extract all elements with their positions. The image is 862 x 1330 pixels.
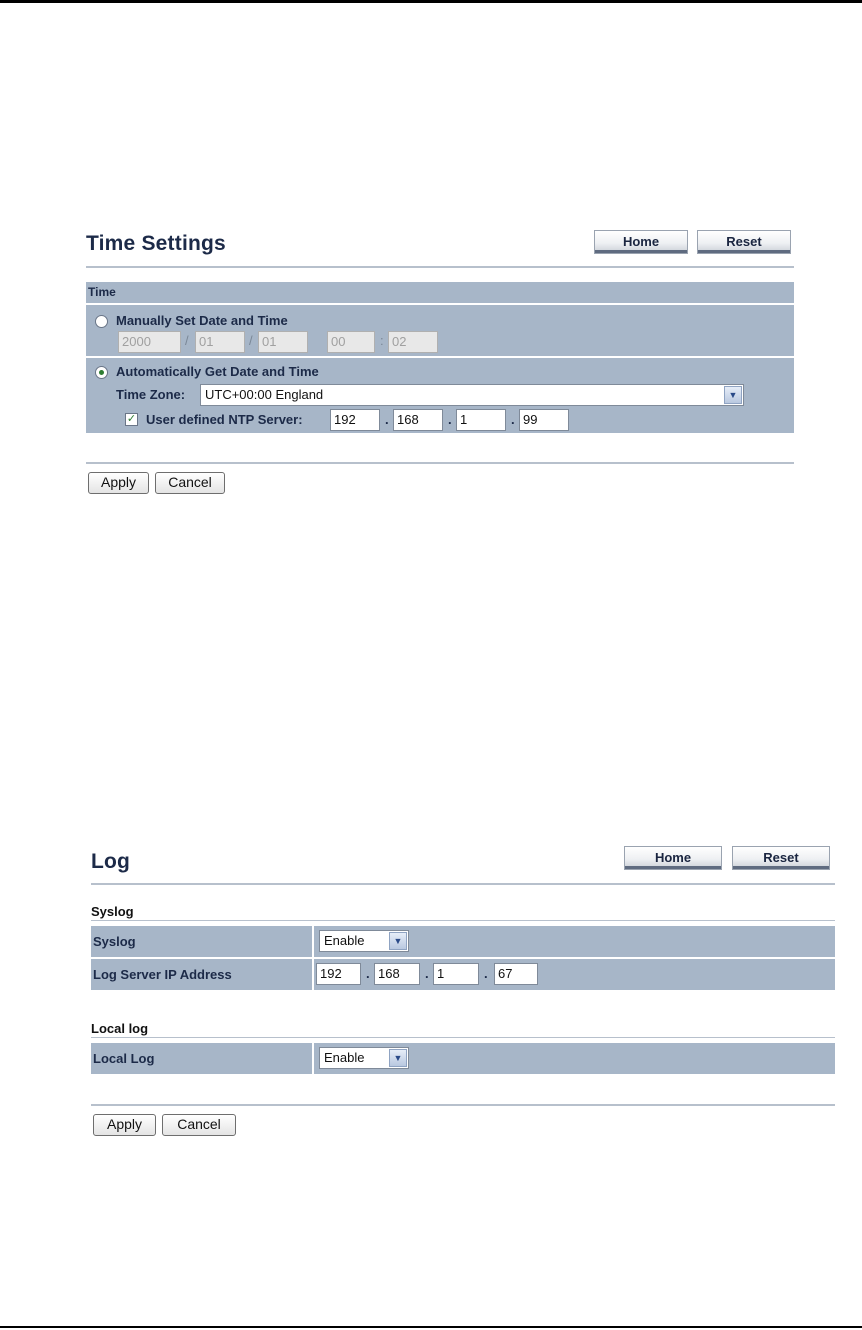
log-server-octet-1-input[interactable]: 192 <box>316 963 361 985</box>
auto-time-radio-icon[interactable] <box>95 366 108 379</box>
month-input[interactable]: 01 <box>195 331 245 353</box>
home-button[interactable]: Home <box>594 230 688 254</box>
apply-button[interactable]: Apply <box>88 472 149 494</box>
column-divider <box>312 959 314 990</box>
ntp-checkbox-icon[interactable]: ✓ <box>126 413 137 425</box>
apply-button[interactable]: Apply <box>93 1114 156 1136</box>
ntp-octet-2-input[interactable]: 168 <box>393 409 443 431</box>
date-separator: / <box>185 333 189 348</box>
home-button[interactable]: Home <box>624 846 722 870</box>
section-divider <box>91 1037 835 1038</box>
ntp-octet-1-input[interactable]: 192 <box>330 409 380 431</box>
log-server-octet-2-input[interactable]: 168 <box>374 963 420 985</box>
ntp-octet-3-input[interactable]: 1 <box>456 409 506 431</box>
ip-dot: . <box>484 966 488 981</box>
syslog-value: Enable <box>324 933 365 948</box>
page-title: Time Settings <box>86 232 226 255</box>
cancel-button[interactable]: Cancel <box>155 472 225 494</box>
timezone-label: Time Zone: <box>116 387 186 402</box>
title-divider <box>86 266 794 268</box>
syslog-select[interactable] <box>319 930 409 952</box>
ip-dot: . <box>366 966 370 981</box>
chevron-down-icon[interactable]: ▼ <box>389 1049 407 1067</box>
reset-button[interactable]: Reset <box>697 230 791 254</box>
cancel-button[interactable]: Cancel <box>162 1114 236 1136</box>
column-divider <box>312 926 314 957</box>
ntp-octet-4-input[interactable]: 99 <box>519 409 569 431</box>
ip-dot: . <box>448 412 452 427</box>
local-log-label: Local Log <box>93 1051 155 1066</box>
reset-button[interactable]: Reset <box>732 846 830 870</box>
chevron-down-icon[interactable]: ▼ <box>389 932 407 950</box>
auto-time-label: Automatically Get Date and Time <box>116 364 319 379</box>
local-log-value: Enable <box>324 1050 365 1065</box>
minute-input[interactable]: 02 <box>388 331 438 353</box>
local-log-row <box>91 1043 835 1074</box>
ip-dot: . <box>385 412 389 427</box>
ip-dot: . <box>425 966 429 981</box>
auto-time-row <box>86 358 794 433</box>
manual-time-label: Manually Set Date and Time <box>116 313 288 328</box>
day-input[interactable]: 01 <box>258 331 308 353</box>
year-input[interactable]: 2000 <box>118 331 181 353</box>
page-title: Log <box>91 850 131 873</box>
time-section-label: Time <box>88 285 116 299</box>
top-page-border <box>0 0 862 3</box>
title-divider <box>91 883 835 885</box>
ip-dot: . <box>511 412 515 427</box>
log-server-octet-4-input[interactable]: 67 <box>494 963 538 985</box>
date-separator: / <box>249 333 253 348</box>
time-separator: : <box>380 333 384 348</box>
column-divider <box>312 1043 314 1074</box>
ntp-server-label: User defined NTP Server: <box>146 412 303 427</box>
local-log-select[interactable] <box>319 1047 409 1069</box>
time-section-header <box>86 282 794 303</box>
timezone-select[interactable] <box>200 384 744 406</box>
timezone-value: UTC+00:00 England <box>205 387 324 402</box>
manual-time-row <box>86 305 794 356</box>
local-log-section-label: Local log <box>91 1021 149 1036</box>
section-divider <box>91 920 835 921</box>
chevron-down-icon[interactable]: ▼ <box>724 386 742 404</box>
syslog-row <box>91 926 835 957</box>
bottom-page-border <box>0 1326 862 1328</box>
manual-time-radio-icon[interactable] <box>95 315 108 328</box>
footer-divider <box>86 462 794 464</box>
syslog-label: Syslog <box>93 934 136 949</box>
log-server-row <box>91 959 835 990</box>
hour-input[interactable]: 00 <box>327 331 375 353</box>
syslog-section-label: Syslog <box>91 904 134 919</box>
log-server-label: Log Server IP Address <box>93 967 232 982</box>
footer-divider <box>91 1104 835 1106</box>
log-server-octet-3-input[interactable]: 1 <box>433 963 479 985</box>
